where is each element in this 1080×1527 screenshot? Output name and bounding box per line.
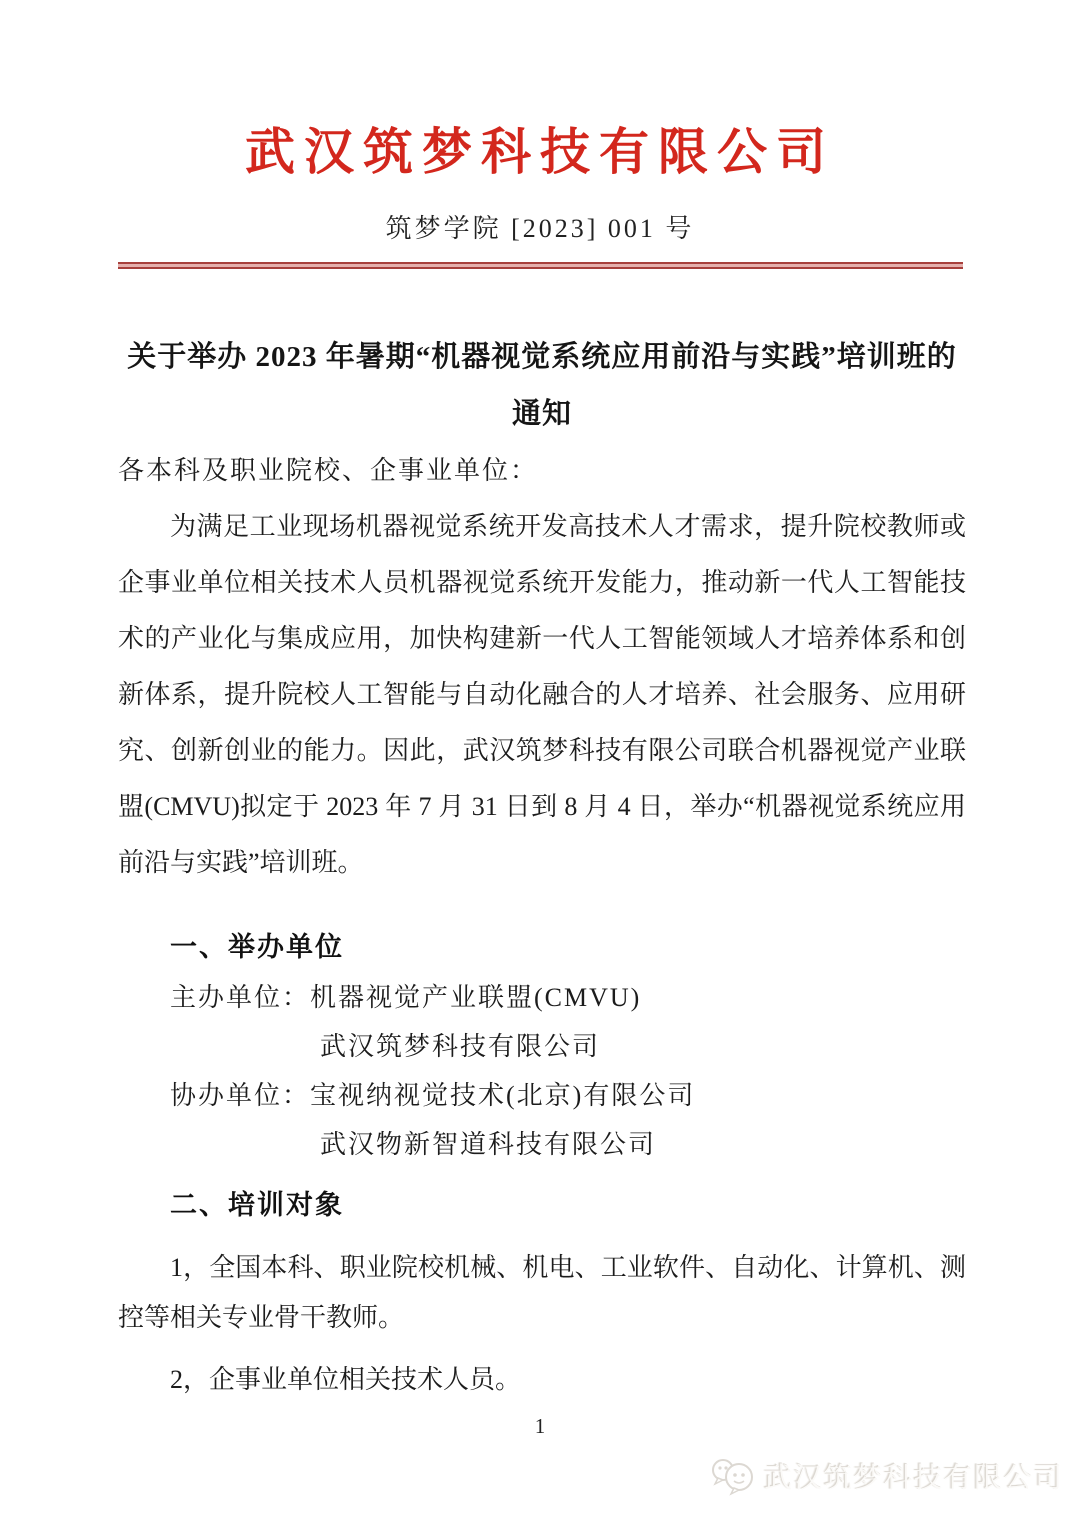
- trainee-item-1: 1，全国本科、职业院校机械、机电、工业软件、自动化、计算机、测控等相关专业骨干教师。: [118, 1253, 966, 1332]
- notice-title: [118, 329, 966, 443]
- notice-title-line-2: 通知: [511, 398, 572, 430]
- notice-body: [0, 329, 1080, 1405]
- notice-title-line-1: 关于举办 2023 年暑期“机器视觉系统应用前沿与实践”培训班的: [127, 341, 957, 373]
- header-divider-rule: [118, 262, 963, 269]
- trainee-item-2: 2，企事业单位相关技术人员。: [170, 1365, 522, 1394]
- host-organizer-lines: [310, 973, 641, 1071]
- page-number: 1: [534, 1414, 546, 1438]
- document-number: 筑梦学院 [2023] 001 号: [385, 214, 695, 243]
- company-name-header: 武汉筑梦科技有限公司: [245, 124, 835, 180]
- section-2-heading: 二、培训对象: [170, 1190, 344, 1220]
- co-organizer-label: 协办单位：: [170, 1081, 311, 1110]
- host-organizer-line: 武汉筑梦科技有限公司: [320, 1032, 601, 1061]
- co-organizer-lines: [310, 1071, 695, 1169]
- host-organizer-row: [170, 973, 966, 1071]
- intro-paragraph: 为满足工业现场机器视觉系统开发高技术人才需求，提升院校教师或企事业单位相关技术人员机器视觉系统开发能力，推动新一代人工智能技术的产业化与集成应用，加快构建新一代人工智能领域人才培养体系和创新体系，提升院校人工智能与自动化融合的人才培养、社会服务、应用研究、创新创业的能力。因此，武汉筑梦科技有限公司联合机器视觉产业联盟(CMVU)拟定于 2023 年 7 月 31 日到 8 月 4 日，举办“机器视觉系统应用前沿与实践”培训班。: [118, 512, 966, 877]
- host-organizer-line: 机器视觉产业联盟(CMVU): [310, 983, 642, 1012]
- wechat-icon: [710, 1456, 756, 1496]
- section-1-heading: 一、举办单位: [170, 932, 344, 962]
- host-organizer-label: 主办单位：: [170, 983, 311, 1012]
- salutation: 各本科及职业院校、企事业单位：: [118, 456, 539, 485]
- watermark: [710, 1456, 1064, 1496]
- watermark-text: 武汉筑梦科技有限公司: [763, 1463, 1064, 1494]
- co-organizer-line: 宝视纳视觉技术(北京)有限公司: [310, 1081, 696, 1110]
- co-organizer-row: [170, 1071, 966, 1169]
- co-organizer-line: 武汉物新智道科技有限公司: [320, 1130, 657, 1159]
